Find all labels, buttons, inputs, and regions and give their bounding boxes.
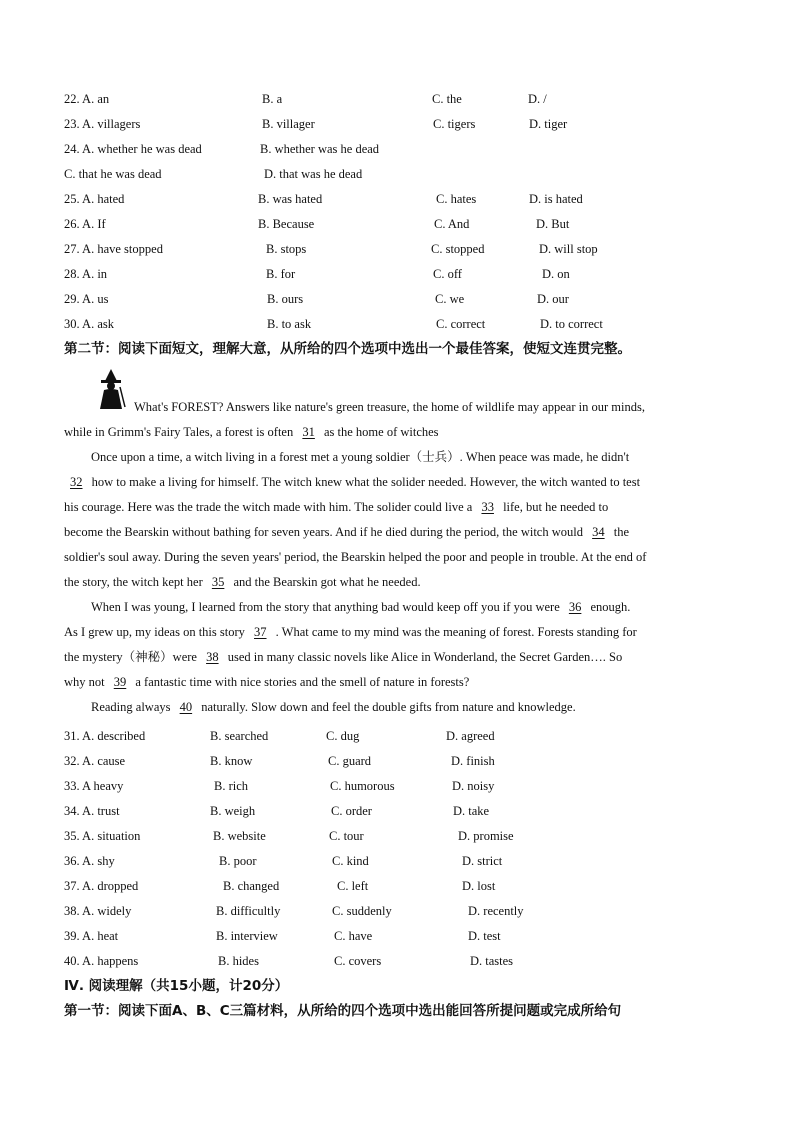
- option-b: B. rich: [214, 779, 249, 793]
- option-d: D. is hated: [529, 192, 583, 206]
- option-c: C. tigers: [433, 117, 476, 131]
- option-row-34: [0, 801, 794, 821]
- option-a: 32. A. cause: [64, 754, 126, 768]
- passage-line: [64, 695, 732, 720]
- option-b: B. for: [266, 267, 296, 281]
- passage-text: naturally. Slow down and feel the double gifts from nature and knowledge.: [201, 700, 576, 714]
- option-c: C. guard: [328, 754, 372, 768]
- option-c: C. off: [433, 267, 462, 281]
- passage-text: a fantastic time with nice stories and the smell of nature in forests?: [135, 675, 470, 689]
- option-a: 31. A. described: [64, 729, 146, 743]
- option-b: B. weigh: [210, 804, 256, 818]
- option-a: 29. A. us: [64, 292, 109, 306]
- section2-heading: 第二节：阅读下面短文，理解大意，从所给的四个选项中选出一个最佳答案，使短文连贯完整。: [64, 341, 631, 357]
- option-c: C. dug: [326, 729, 360, 743]
- option-row-35: [0, 826, 794, 846]
- option-b: B. to ask: [267, 317, 312, 331]
- option-row-38: [0, 901, 794, 921]
- option-row-40: [0, 951, 794, 971]
- option-d: D. will stop: [539, 242, 598, 256]
- option-a: 36. A. shy: [64, 854, 115, 868]
- option-d: D. our: [537, 292, 569, 306]
- option-a: 24. A. whether he was dead: [64, 142, 202, 156]
- option-a: 39. A. heat: [64, 929, 119, 943]
- option-row-39: [0, 926, 794, 946]
- option-a: 34. A. trust: [64, 804, 120, 818]
- option-b: B. searched: [210, 729, 269, 743]
- option-c: C. we: [435, 292, 465, 306]
- part4-heading: Ⅳ. 阅读理解（共15小题，计20分）: [64, 978, 289, 994]
- blank-36: 36: [568, 600, 582, 614]
- passage-text: as the home of witches: [323, 425, 439, 439]
- passage-text: and the Bearskin got what he needed.: [233, 575, 421, 589]
- option-d: D. tastes: [470, 954, 514, 968]
- passage-line: [64, 420, 732, 445]
- option-row-30: [0, 314, 794, 334]
- passage-line: [64, 470, 732, 495]
- option-b: B. know: [210, 754, 253, 768]
- option-d: D. take: [453, 804, 490, 818]
- option-row-31: [0, 726, 794, 746]
- option-row-33: [0, 776, 794, 796]
- blank-40: 40: [179, 700, 193, 714]
- option-a: 30. A. ask: [64, 317, 114, 331]
- option-a: 33. A heavy: [64, 779, 124, 793]
- blank-32: 32: [70, 475, 83, 489]
- passage-line: [64, 495, 732, 520]
- option-row-26: [0, 214, 794, 234]
- passage-line: [64, 520, 732, 545]
- option-d: D. lost: [462, 879, 496, 893]
- option-b: B. a: [262, 92, 283, 106]
- option-c: C. hates: [436, 192, 477, 206]
- option-b: B. changed: [223, 879, 280, 893]
- passage-text: the story, the witch kept her: [64, 575, 203, 589]
- passage-text: used in many classic novels like Alice in Wonderland, the Secret Garden…. So: [227, 650, 623, 664]
- blank-38: 38: [206, 650, 219, 664]
- passage-text: the mystery（神秘）were: [64, 650, 197, 664]
- passage-text: how to make a living for himself. The witch knew what the solider needed. However, the witch wanted to test: [91, 475, 641, 489]
- option-d: D. recently: [468, 904, 524, 918]
- option-row-32: [0, 751, 794, 771]
- option-d: D. test: [468, 929, 501, 943]
- blank-34: 34: [592, 525, 605, 539]
- option-d: D. /: [528, 92, 547, 106]
- option-a: 26. A. If: [64, 217, 106, 231]
- option-row-37: [0, 876, 794, 896]
- part4-section1-heading: 第一节：阅读下面A、B、C三篇材料，从所给的四个选项中选出能回答所提问题或完成所给句: [64, 1003, 622, 1019]
- option-c: C. the: [432, 92, 462, 106]
- passage-text: As I grew up, my ideas on this story: [64, 625, 245, 639]
- option-b: B. stops: [266, 242, 307, 256]
- option-a: 28. A. in: [64, 267, 108, 281]
- option-row-24: [0, 139, 794, 159]
- option-d: D. noisy: [452, 779, 495, 793]
- option-d: D. finish: [451, 754, 495, 768]
- option-a: 25. A. hated: [64, 192, 125, 206]
- passage-line: [64, 445, 732, 470]
- option-b: B. ours: [267, 292, 304, 306]
- option-row-36: [0, 851, 794, 871]
- passage-line: [64, 570, 732, 595]
- option-b: B. hides: [218, 954, 259, 968]
- option-c: C. order: [331, 804, 372, 818]
- passage-line: soldier's soul away. During the seven years' period, the Bearskin helped the poor and people in trouble. At the end of: [64, 550, 647, 564]
- option-d: D. agreed: [446, 729, 495, 743]
- option-c: C. left: [337, 879, 369, 893]
- option-row-23: [0, 114, 794, 134]
- option-row-25: [0, 189, 794, 209]
- option-d: D. promise: [458, 829, 514, 843]
- option-c: C. covers: [334, 954, 382, 968]
- option-b: B. Because: [258, 217, 315, 231]
- passage-line: [64, 670, 732, 695]
- passage-text: . What came to my mind was the meaning of forest. Forests standing for: [275, 625, 637, 639]
- option-a: 38. A. widely: [64, 904, 132, 918]
- option-b: B. interview: [216, 929, 278, 943]
- passage-text: enough.: [590, 600, 631, 614]
- option-a: 27. A. have stopped: [64, 242, 163, 256]
- option-row-22: [0, 89, 794, 109]
- blank-39: 39: [113, 675, 127, 689]
- option-c: C. And: [434, 217, 470, 231]
- passage-line: [64, 620, 732, 645]
- option-c: C. that he was dead: [64, 167, 162, 181]
- passage-text: become the Bearskin without bathing for seven years. And if he died during the period, the witch would: [64, 525, 583, 539]
- option-b: B. villager: [262, 117, 315, 131]
- blank-35: 35: [211, 575, 225, 589]
- blank-37: 37: [254, 625, 267, 639]
- passage-line: What's FOREST? Answers like nature's green treasure, the home of wildlife may appear in our minds,: [134, 400, 645, 414]
- option-d: D. strict: [462, 854, 503, 868]
- option-a: 22. A. an: [64, 92, 110, 106]
- option-c: C. suddenly: [332, 904, 392, 918]
- passage-text: his courage. Here was the trade the witch made with him. The solider could live a: [64, 500, 473, 514]
- option-a: 23. A. villagers: [64, 117, 141, 131]
- option-row-28: [0, 264, 794, 284]
- option-row-29: [0, 289, 794, 309]
- option-a: 35. A. situation: [64, 829, 141, 843]
- passage-text: the: [613, 525, 630, 539]
- option-b: B. poor: [219, 854, 257, 868]
- option-c: C. humorous: [330, 779, 395, 793]
- option-b: B. website: [213, 829, 266, 843]
- option-a: 37. A. dropped: [64, 879, 139, 893]
- option-d: D. to correct: [540, 317, 603, 331]
- option-c: C. have: [334, 929, 373, 943]
- option-d: D. that was he dead: [264, 167, 363, 181]
- option-c: C. kind: [332, 854, 369, 868]
- blank-31: 31: [302, 425, 315, 439]
- option-b: B. difficultly: [216, 904, 281, 918]
- option-c: C. stopped: [431, 242, 485, 256]
- option-c: C. correct: [436, 317, 486, 331]
- option-d: D. tiger: [529, 117, 568, 131]
- passage-text: why not: [64, 675, 105, 689]
- option-d: D. on: [542, 267, 570, 281]
- option-a: 40. A. happens: [64, 954, 139, 968]
- passage-line: [64, 645, 732, 670]
- passage-line: [64, 595, 732, 620]
- option-b: B. whether was he dead: [260, 142, 380, 156]
- option-row-24-cont: [0, 164, 794, 184]
- blank-33: 33: [481, 500, 494, 514]
- passage-text: while in Grimm's Fairy Tales, a forest is often: [64, 425, 294, 439]
- passage-text: life, but he needed to: [503, 500, 609, 514]
- passage-text: When I was young, I learned from the story that anything bad would keep off you if you were: [91, 600, 560, 614]
- option-row-27: [0, 239, 794, 259]
- passage: [64, 395, 732, 720]
- passage-text: Reading always: [91, 700, 171, 714]
- passage-text: Once upon a time, a witch living in a forest met a young soldier（士兵）. When peace was made, he didn't: [91, 450, 630, 464]
- option-c: C. tour: [329, 829, 364, 843]
- option-b: B. was hated: [258, 192, 323, 206]
- option-d: D. But: [536, 217, 570, 231]
